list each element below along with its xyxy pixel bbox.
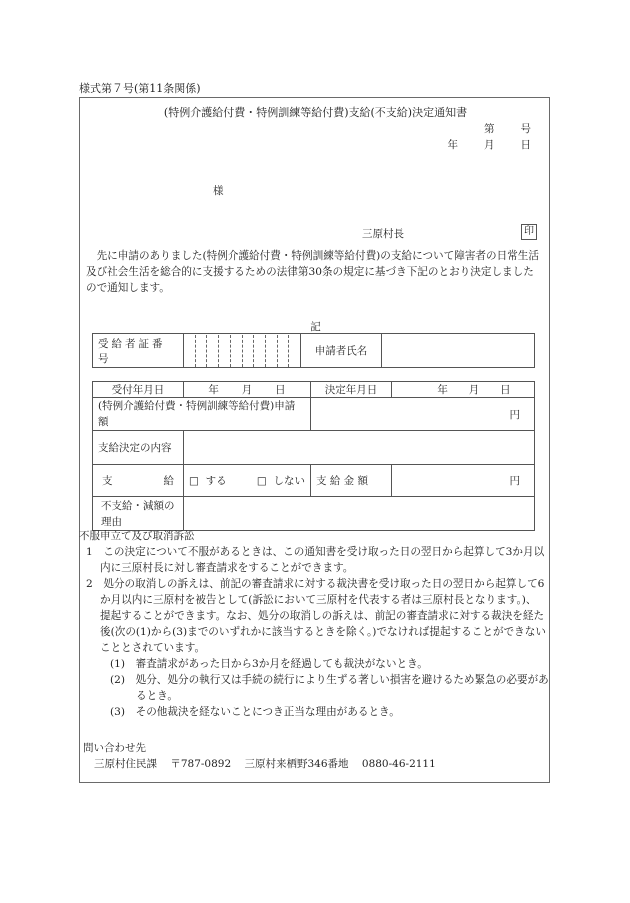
contact-postal: 〒787-0892 [170,758,232,770]
applicant-name-field[interactable] [382,334,535,368]
payment-label-2: 給 [163,475,174,487]
recipient-number-label: 受給者証番号 [98,337,166,365]
doc-date-month: 月 [484,139,495,151]
payment-amount-label: 支 給 金 額 [316,475,369,487]
decision-content-label: 支給決定の内容 [98,442,172,454]
doc-date-year: 年 [447,139,458,151]
recipient-number-field[interactable] [184,334,301,368]
received-date-field[interactable] [184,382,311,398]
decision-content-field[interactable] [184,431,535,465]
decision-date-label-cell [311,382,392,398]
reason-field[interactable] [184,497,535,531]
decision-day: 日 [500,384,511,396]
payment-options-cell [184,465,311,497]
payment-amount-yen: 円 [509,475,520,487]
contact-label: 問い合わせ先 [83,742,146,754]
received-day: 日 [275,384,286,396]
decision-content-label-cell [93,431,184,465]
requested-amount-field[interactable] [311,398,535,431]
contact-info [94,756,446,771]
decision-year: 年 [437,384,448,396]
requested-amount-yen: 円 [509,408,520,421]
checkbox-no[interactable]: □ [256,475,267,487]
contact-address: 三原村来栖野346番地 [244,758,349,770]
sender: 三原村長 [362,228,404,240]
received-date-label: 受付年月日 [111,384,165,396]
document-number [484,121,531,136]
notice-body: 先に申請のありました(特例介護給付費・特例訓練等給付費)の支給について障害者の日常生活及び社会生活を総合的に支援するための法律第30条の規定に基づき下記のとおり決定しましたので通知します。 [86,250,539,294]
appeal-item-2: 2 処分の取消しの訴えは、前記の審査請求に対する裁決書を受け取った日の翌日から起算して6か月以内に三原村を被告として(訴訟において三原村を代表する者は三原村長となります。)、提起することができます。なお、処分の取消しの訴えは、前記の審査請求に対する裁決を経た後(次の(1)から(3)までのいずれかに該当するときを除く。)でなければ提起することができないこととされています。 [86,578,546,654]
form-identifier: 様式第７号(第11条関係) [79,82,201,95]
contact-department: 三原村住民課 [94,758,157,770]
contact-phone: 0880-46-2111 [361,758,436,770]
payment-no-option[interactable] [257,473,305,488]
option-no-label: しない [273,475,305,487]
checkbox-yes[interactable]: □ [189,475,199,487]
document-title: (特例介護給付費・特例訓練等給付費)支給(不支給)決定通知書 [163,106,468,119]
payment-yes-option[interactable] [189,473,227,488]
received-month: 月 [241,384,253,396]
requested-amount-label-cell [93,398,311,431]
payment-amount-label-cell [311,465,392,497]
reason-label: 不支給・減額の理由 [101,499,175,528]
appeal-sub-2: (2) 処分、処分の執行又は手続の続行により生ずる著しい損害を避けるため緊急の必要があるとき。 [110,674,549,702]
payment-label-1: 支 [102,475,113,487]
received-year: 年 [208,384,219,396]
seal-mark: 印 [521,224,537,240]
option-yes-label: する [205,475,227,487]
recipient-number-digits [184,335,300,367]
appeal-item-1: 1 この決定について不服があるときは、この通知書を受け取った日の翌日から起算して3か月以内に三原村長に対し審査請求をすることができます。 [86,546,545,574]
doc-number-prefix: 第 [484,123,495,135]
decision-date-field[interactable] [392,382,535,398]
payment-label-cell [93,465,184,497]
decision-date-label: 決定年月日 [324,384,378,396]
payment-amount-field[interactable] [392,465,535,497]
decision-month: 月 [468,384,480,396]
appeal-title: 不服申立て及び取消訴訟 [79,530,195,542]
decision-table [92,381,535,531]
recipient-number-label-cell [93,334,184,368]
notice-frame [79,97,550,783]
document-date [448,137,532,152]
addressee: 様 [213,185,224,197]
requested-amount-label: (特例介護給付費・特例訓練等給付費)申請額 [98,400,296,428]
reason-label-cell [93,497,184,531]
appeal-sub-1: (1) 審査請求があった日から3か月を経過しても裁決がないとき。 [110,658,428,670]
received-date-label-cell [93,382,184,398]
appeal-sub-3: (3) その他裁決を経ないことにつき正当な理由があるとき。 [110,706,400,718]
ki-heading: 記 [310,321,321,333]
doc-date-day: 日 [520,139,531,151]
recipient-table [92,333,535,368]
doc-number-suffix: 号 [520,123,531,135]
applicant-name-label-cell [301,334,382,368]
applicant-name-label: 申請者氏名 [314,345,368,357]
